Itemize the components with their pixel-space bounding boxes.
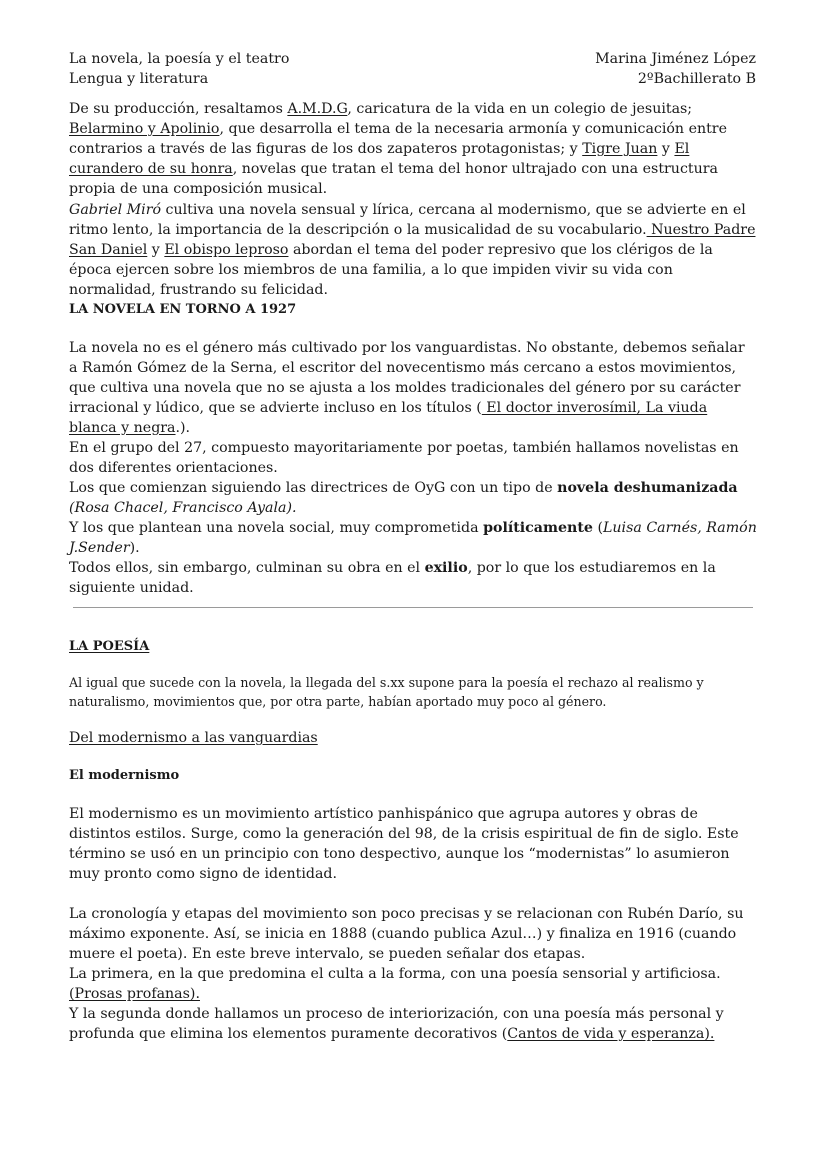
paragraph-ayala-works: De su producción, resaltamos A.M.D.G, caricatura de la vida en un colegio de jesuitas; Belarmino y Apolinio, que desarrolla el tema de la necesaria armonía y comunicación entre contrarios a través de las figuras de los dos zapateros protagonistas; y Tigre Juan y El curandero de su honra, novelas que tratan el tema del honor ultrajado con una estructura propia de una composición musical. — [69, 101, 727, 197]
title-padre-san-daniel: Nuestro Padre San Daniel — [69, 222, 756, 258]
section-heading-poesia: LA POESÍA — [69, 639, 150, 654]
class-group: 2ºBachillerato B — [637, 71, 756, 87]
paragraph-cronologia: La cronología y etapas del movimiento son poco precisas y se relacionan con Rubén Darío, su máximo exponente. Así, se inicia en 1888 (cuando publica Azul…) y finaliza en 1916 (cuando muere el poeta). En este breve intervalo, se pueden señalar dos etapas. La primera, en la que predomina el culta a la forma, con una poesía sensorial y artificiosa. (Prosas profanas). Y la segunda donde hallamos un proceso de interiorización, con una poesía más personal y profunda que elimina los elementos puramente decorativos (Cantos de vida y esperanza). — [69, 906, 744, 1042]
author-name: Marina Jiménez López — [595, 51, 756, 67]
title-curandero: El curandero de su honra — [69, 141, 690, 177]
subject-name: Lengua y literatura — [69, 71, 209, 87]
paragraph-poesia-intro: Al igual que sucede con la novela, la llegada del s.xx supone para la poesía el rechazo al realismo y naturalismo, movimientos que, por otra parte, habían aportado muy poco al género. — [69, 675, 704, 709]
header-right — [595, 49, 756, 89]
title-tigre-juan: Tigre Juan — [582, 141, 658, 157]
title-obispo-leproso: El obispo leproso — [164, 242, 289, 258]
title-prosas-profanas: (Prosas profanas). — [69, 986, 200, 1002]
title-belarmino: Belarmino y Apolinio — [69, 121, 220, 137]
paragraph-gomez-serna: La novela no es el género más cultivado por los vanguardistas. No obstante, debemos señalar a Ramón Gómez de la Serna, el escritor del novecentismo más cercano a estos movimientos, que cultiva una novela que no se ajusta a los moldes tradicionales del género por su carácter irracional y lúdico, que se advierte incluso en los títulos ( El doctor inverosímil, La viuda blanca y negra.). — [69, 340, 745, 436]
header-left — [69, 49, 289, 89]
title-cantos-vida: Cantos de vida y esperanza). — [507, 1026, 715, 1042]
author-miro: Gabriel Miró — [69, 202, 162, 218]
section-divider — [73, 607, 753, 608]
paragraph-grupo-27: En el grupo del 27, compuesto mayoritariamente por poetas, también hallamos novelistas en dos diferentes orientaciones. Los que comienzan siguiendo las directrices de OyG con un tipo de novela deshumanizada (Rosa Chacel, Francisco Ayala). Y los que plantean una novela social, muy comprometida políticamente (Luisa Carnés, Ramón J.Sender). Todos ellos, sin embargo, culminan su obra en el exilio, por lo que los estudiaremos en la siguiente unidad. — [69, 440, 757, 596]
subheading-vanguardias: Del modernismo a las vanguardias — [69, 730, 318, 746]
titles-gomez-serna: El doctor inverosímil, La viuda blanca y negra — [69, 400, 708, 436]
subheading-modernismo: El modernismo — [69, 768, 180, 783]
paragraph-miro: Gabriel Miró cultiva una novela sensual y lírica, cercana al modernismo, que se advierte en el ritmo lento, la importancia de la descripción o la musicalidad de su vocabulario. Nuestro Padre San Daniel y El obispo leproso abordan el tema del poder represivo que los clérigos de la época ejercen sobre los miembros de una familia, a lo que impiden vivir su vida con normalidad, frustrando su felicidad. — [69, 202, 756, 298]
title-amdg: A.M.D.G — [287, 101, 348, 117]
course-title: La novela, la poesía y el teatro — [69, 51, 290, 67]
paragraph-modernismo-def: El modernismo es un movimiento artístico panhispánico que agrupa autores y obras de distintos estilos. Surge, como la generación del 98, de la crisis espiritual de fin de siglo. Este término se usó en un principio con tono despectivo, aunque los “modernistas” lo asumieron muy pronto como signo de identidad. — [69, 806, 739, 882]
section-heading-1927: LA NOVELA EN TORNO A 1927 — [69, 302, 297, 317]
